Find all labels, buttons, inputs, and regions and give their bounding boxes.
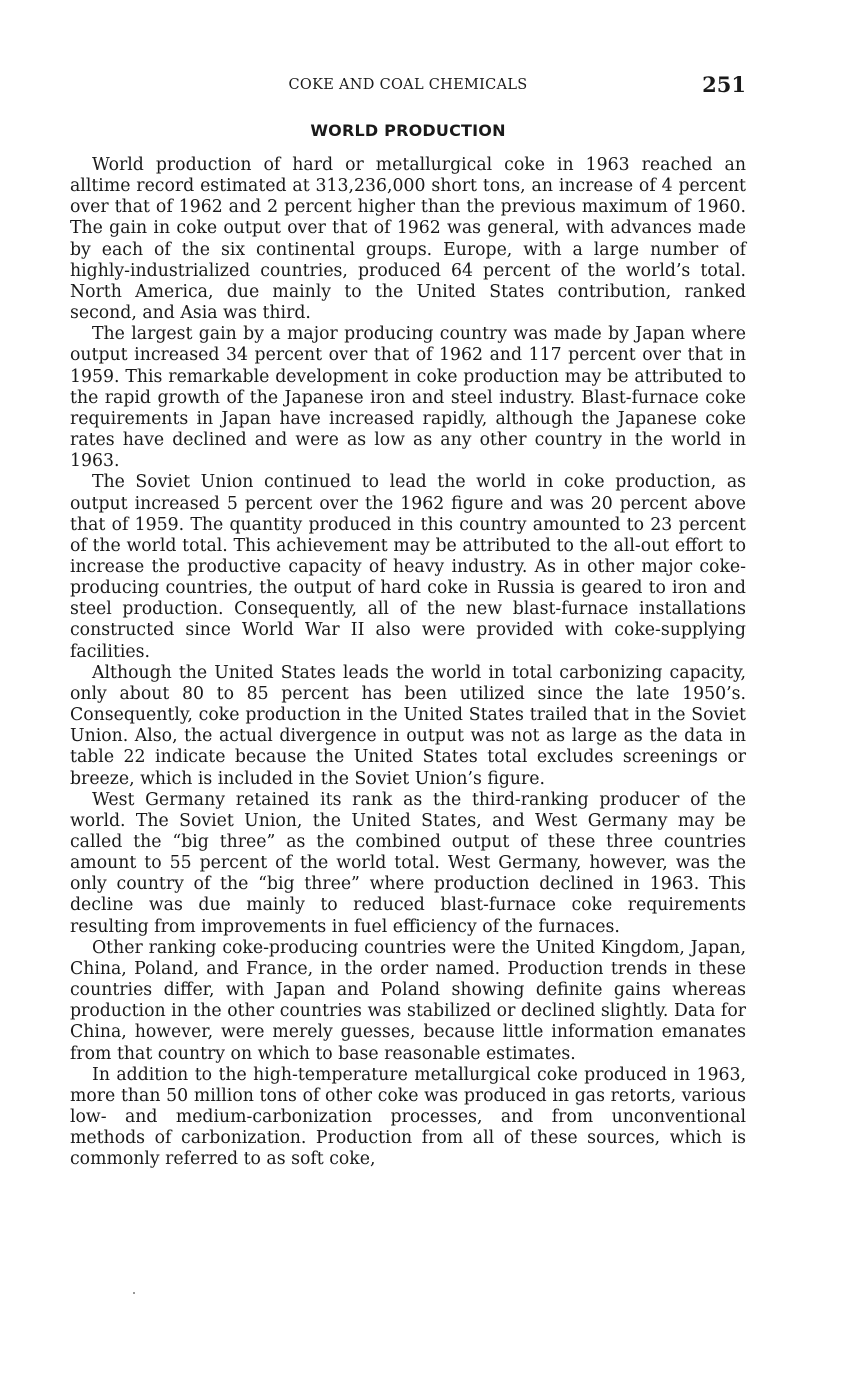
page-number: 251 [702, 72, 746, 97]
running-title: COKE AND COAL CHEMICALS [288, 77, 528, 93]
document-page [70, 0, 746, 1171]
paragraph: Other ranking coke-producing countries were the United Kingdom, Japan, China, Poland, and France, in the order named. Production trends in these countries differ, with Japan and Poland showing definite gains whereas production in the other countries was stabilized or declined slightly. Data for China, however, were merely guesses, because little information emanates from that country on which to base reasonable estimates. [70, 937, 746, 1064]
section-heading: WORLD PRODUCTION [310, 121, 506, 140]
paragraph: World production of hard or metallurgical coke in 1963 reached an alltime record estimated at 313,236,000 short tons, an increase of 4 percent over that of 1962 and 2 percent higher than the previous maximum of 1960. The gain in coke output over that of 1962 was general, with advances made by each of the six continental groups. Europe, with a large number of highly-industrialized countries, produced 64 percent of the world’s total. North America, due mainly to the United States contribution, ranked second, and Asia was third. [70, 155, 746, 324]
print-speck [133, 1292, 135, 1294]
running-head [70, 72, 746, 112]
paragraph: West Germany retained its rank as the third-ranking producer of the world. The Soviet Union, the United States, and West Germany may be called the “big three” as the combined output of these three countries amount to 55 percent of the world total. West Germany, however, was the only country of the “big three” where production declined in 1963. This decline was due mainly to reduced blast-furnace coke requirements resulting from improvements in fuel efficiency of the furnaces. [70, 789, 746, 937]
paragraph: Although the United States leads the world in total carbonizing capacity, only about 80 to 85 percent has been utilized since the late 1950’s. Consequently, coke production in the United States trailed that in the Soviet Union. Also, the actual divergence in output was not as large as the data in table 22 indicate because the United States total excludes screenings or breeze, which is included in the Soviet Union’s figure. [70, 662, 746, 789]
paragraph: The largest gain by a major producing country was made by Japan where output increased 34 percent over that of 1962 and 117 percent over that in 1959. This remarkable development in coke production may be attributed to the rapid growth of the Japanese iron and steel industry. Blast-furnace coke requirements in Japan have increased rapidly, although the Japanese coke rates have declined and were as low as any other country in the world in 1963. [70, 324, 746, 472]
body-text [70, 155, 746, 1171]
paragraph: In addition to the high-temperature metallurgical coke produced in 1963, more than 50 million tons of other coke was produced in gas retorts, various low- and medium-carbonization processes, and from unconventional methods of carbonization. Production from all of these sources, which is commonly referred to as soft coke, [70, 1064, 746, 1170]
paragraph: The Soviet Union continued to lead the world in coke production, as output increased 5 percent over the 1962 figure and was 20 percent above that of 1959. The quantity produced in this country amounted to 23 percent of the world total. This achievement may be attributed to the all-out effort to increase the productive capacity of heavy industry. As in other major coke-producing countries, the output of hard coke in Russia is geared to iron and steel production. Consequently, all of the new blast-furnace installations constructed since World War II also were provided with coke-supplying facilities. [70, 472, 746, 662]
